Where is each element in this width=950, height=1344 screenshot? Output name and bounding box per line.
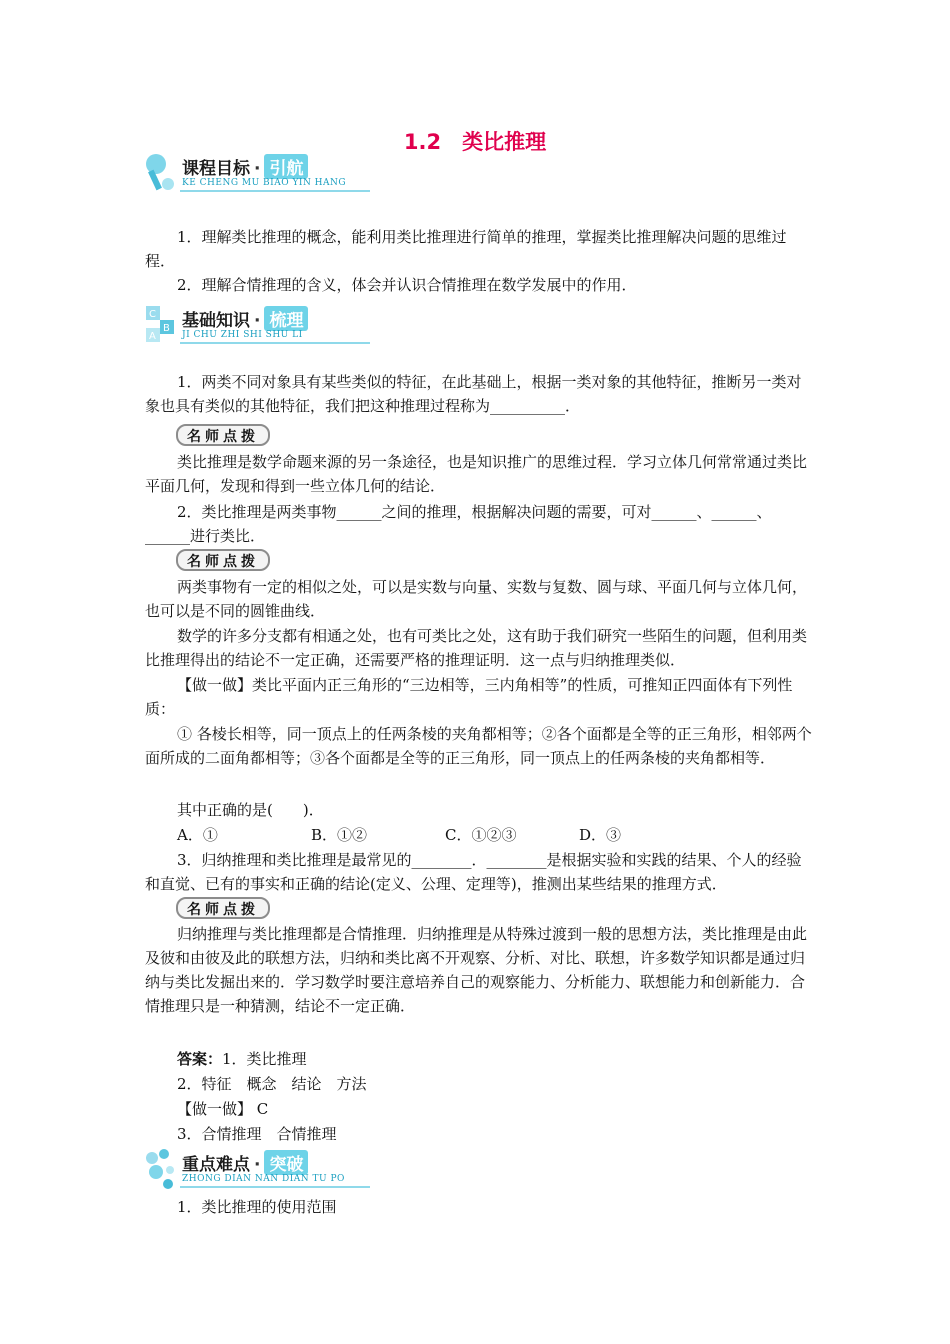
banner-dot: · xyxy=(254,159,261,179)
goal-1: 1．理解类比推理的概念，能利用类比推理进行简单的推理，掌握类比推理解决问题的思维过程． xyxy=(145,228,787,270)
banner-pinyin: JI CHU ZHI SHI SHU LI xyxy=(182,330,303,340)
knowledge-2: 2．类比推理是两类事物______之间的推理，根据解决问题的需要，可对______、______、______进行类比． xyxy=(145,503,772,545)
banner-key-points xyxy=(142,1146,372,1192)
banner-course-goal xyxy=(142,150,372,196)
practice-items: ① 各棱长相等，同一顶点上的任两条棱的夹角都相等；②各个面都是全等的正三角形，相邻两个面所成的二面角都相等；③各个面都是全等的正三角形，同一顶点上的任两条棱的夹角都相等． xyxy=(145,725,812,767)
answer-3: 【做一做】 C xyxy=(177,1100,269,1118)
answer-4: 3．合情推理 合情推理 xyxy=(177,1125,337,1143)
banner-underline xyxy=(180,342,370,344)
satellite-icon xyxy=(142,150,182,196)
banner-title: 课程目标 xyxy=(182,159,250,179)
banner-basic-knowledge xyxy=(142,302,372,348)
banner-highlight: 引航 xyxy=(264,154,308,179)
tip-3: 归纳推理与类比推理都是合情推理．归纳推理是从特殊过渡到一般的思想方法，类比推理是由此及彼和由彼及此的联想方法，归纳和类比离不开观察、分析、对比、联想，许多数学知识都是通过归纳与类比发掘出来的．学习数学时要注意培养自己的观察能力、分析能力、联想能力和创新能力．合情推理只是一种猜测，结论不一定正确． xyxy=(145,925,808,1015)
tip-2a: 两类事物有一定的相似之处，可以是实数与向量、实数与复数、圆与球、平面几何与立体几何，也可以是不同的圆锥曲线． xyxy=(145,578,808,620)
option-d: D．③ xyxy=(579,826,622,844)
banner-title: 基础知识 xyxy=(182,311,250,331)
practice-stem: 【做一做】类比平面内正三角形的“三边相等，三内角相等”的性质，可推知正四面体有下列性质： xyxy=(145,676,793,718)
answers-label: 答案： xyxy=(177,1050,223,1068)
knowledge-1: 1．两类不同对象具有某些类似的特征，在此基础上，根据一类对象的其他特征，推断另一类对象也具有类似的其他特征，我们把这种推理过程称为__________． xyxy=(145,373,802,415)
answer-2: 2．特征 概念 结论 方法 xyxy=(177,1075,367,1093)
option-b: B．①② xyxy=(311,826,368,844)
key-point-1: 1．类比推理的使用范围 xyxy=(177,1198,337,1216)
tip-tag: 名师点拨 xyxy=(176,424,270,446)
goal-2: 2．理解合情推理的含义，体会并认识合情推理在数学发展中的作用． xyxy=(177,276,637,294)
banner-dot: · xyxy=(254,1155,261,1175)
abc-blocks-icon xyxy=(142,302,182,348)
practice-question: 其中正确的是( )． xyxy=(177,801,324,819)
banner-underline xyxy=(180,190,370,192)
banner-dot: · xyxy=(254,311,261,331)
page-title: 1.2 类比推理 xyxy=(403,130,547,154)
knowledge-3: 3．归纳推理和类比推理是最常见的________．________是根据实验和实践的结果、个人的经验和直觉、已有的事实和正确的结论(定义、公理、定理等)，推测出某些结果的推理方式． xyxy=(145,851,802,893)
banner-highlight: 梳理 xyxy=(264,306,308,331)
svg-text:B: B xyxy=(163,323,170,334)
answer-1: 1．类比推理 xyxy=(222,1050,307,1068)
option-a: A．① xyxy=(177,826,218,844)
svg-text:C: C xyxy=(149,309,156,320)
banner-pinyin: ZHONG DIAN NAN DIAN TU PO xyxy=(182,1174,345,1184)
svg-text:A: A xyxy=(149,331,156,342)
banner-underline xyxy=(180,1186,370,1188)
banner-pinyin: KE CHENG MU BIAO YIN HANG xyxy=(182,178,347,188)
answers-line-1 xyxy=(177,1047,777,1071)
tip-tag: 名师点拨 xyxy=(176,897,270,919)
tip-1: 类比推理是数学命题来源的另一条途径，也是知识推广的思维过程．学习立体几何常常通过类比平面几何，发现和得到一些立体几何的结论． xyxy=(145,453,808,495)
option-c: C．①②③ xyxy=(445,826,517,844)
banner-title: 重点难点 xyxy=(182,1155,250,1175)
tip-2b: 数学的许多分支都有相通之处，也有可类比之处，这有助于我们研究一些陌生的问题，但利用类比推理得出的结论不一定正确，还需要严格的推理证明．这一点与归纳推理类似． xyxy=(145,627,808,669)
tip-tag: 名师点拨 xyxy=(176,549,270,571)
banner-highlight: 突破 xyxy=(264,1150,308,1175)
bubbles-icon xyxy=(142,1146,182,1192)
